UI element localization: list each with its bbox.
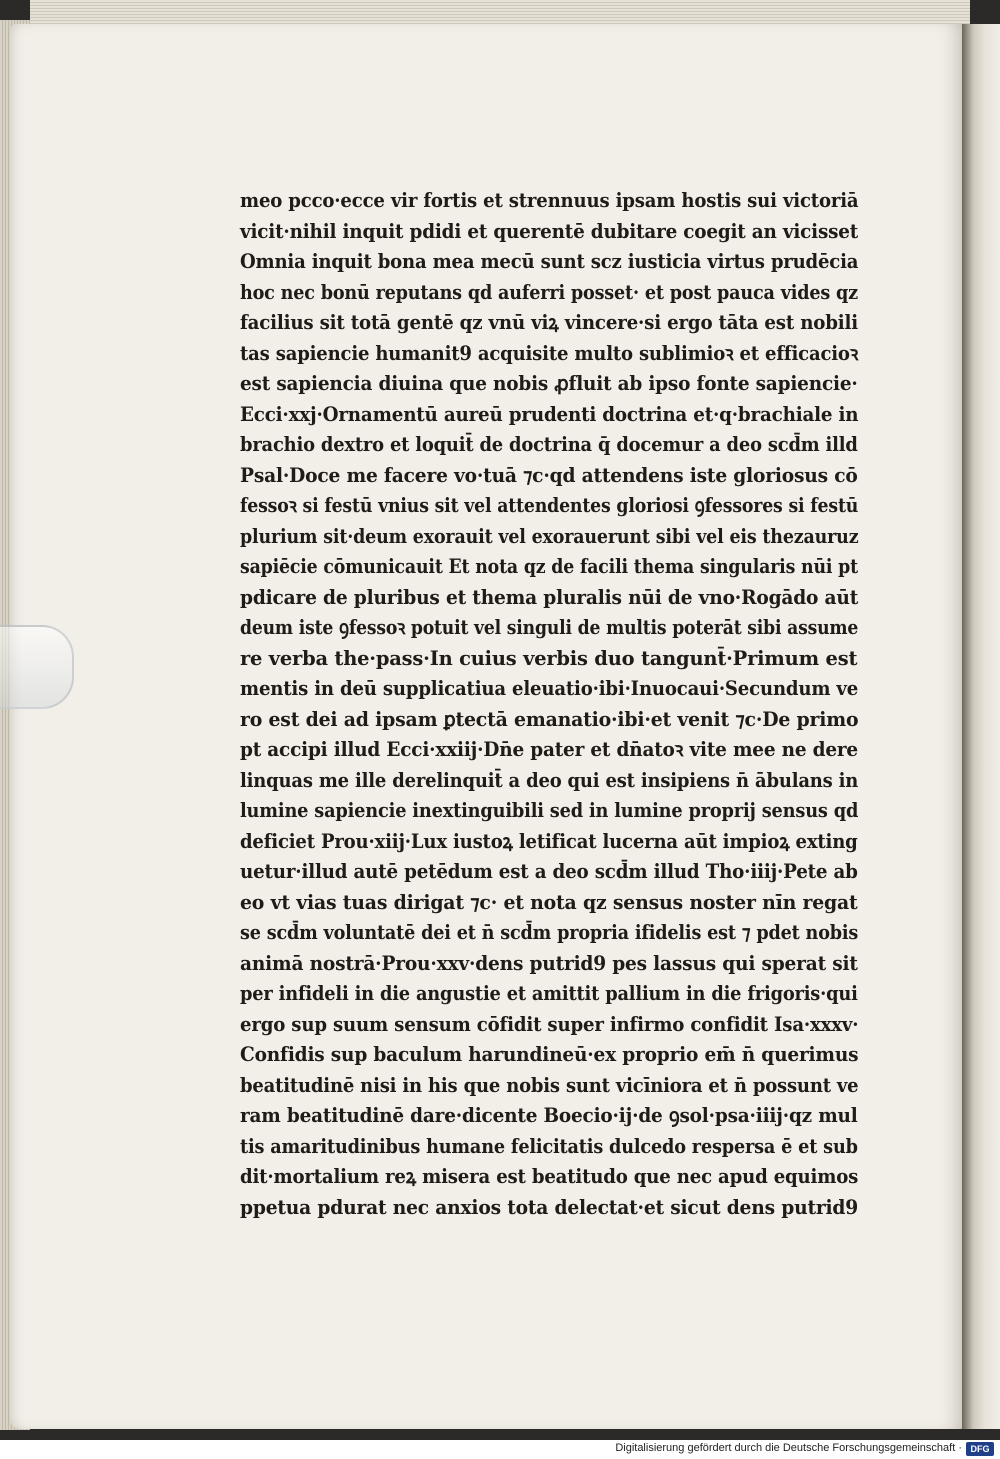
text-line: tas sapiencie humanit9 acquisite multo sublimioꝛ et efficacioꝛ — [240, 341, 859, 365]
text-line: brachio dextro et loquit̄ de doctrina q̄ docemur a deo scd̄m illd — [240, 433, 858, 456]
text-line: plurium sit·deum exorauit vel exorauerunt sibi vel eis thezauruz — [240, 524, 859, 548]
text-line: Ecci·xxj·Ornamentū aureū prudenti doctrina et·q·brachiale in — [240, 402, 859, 426]
book-spine — [962, 24, 1000, 1429]
text-line: re verba the·pass·In cuius verbis duo tangunt̄·Primum est — [240, 646, 858, 670]
dfg-logo: DFG — [966, 1442, 994, 1456]
text-line: ro est dei ad ipsam ꝑtectā emanatio·ibi·et venit ⁊c·De primo — [240, 707, 859, 731]
text-line: mentis in deū supplicatiua eleuatio·ibi·Inuocaui·Secundum ve — [240, 677, 859, 700]
footer-bar — [0, 1440, 1000, 1459]
text-line: Omnia inquit bona mea mecū sunt scz iusticia virtus prudēcia — [240, 250, 859, 273]
printed-text-block — [240, 186, 860, 1223]
text-line: Psal·Doce me facere vo·tuā ⁊c·qd attendens iste gloriosus cō — [240, 463, 858, 487]
text-line: ram beatitudinē dare·dicente Boecio·ij·de ꝯsol·psa·iiij·qz mul — [240, 1104, 858, 1127]
text-line: per infideli in die angustie et amittit pallium in die frigoris·qui — [240, 982, 858, 1005]
text-line: vicit·nihil inquit pdidi et querentē dubitare coegit an vicisset — [240, 219, 859, 243]
text-line: se scd̄m voluntatē dei et n̄ scd̄m propria ifidelis est ⁊ pdet nobis — [240, 921, 859, 944]
text-line: dit·mortalium reꝝ misera est beatitudo que nec apud equimos — [240, 1165, 859, 1188]
text-line: tis amaritudinibus humane felicitatis dulcedo respersa ē et sub — [240, 1134, 858, 1158]
text-line: est sapiencia diuina que nobis ꝓfluit ab ipso fonte sapiencie· — [240, 372, 858, 395]
text-line: eo vt vias tuas dirigat ⁊c· et nota qz sensus noster nīn regat — [240, 890, 858, 914]
text-line: uetur·illud autē petēdum est a deo scd̄m illud Tho·iiij·Pete ab — [240, 860, 858, 883]
text-line: linquas me ille derelinquit̄ a deo qui est insipiens n̄ ābulans in — [240, 768, 859, 792]
plastic-clip — [0, 625, 74, 709]
text-line: deum iste ꝯfessoꝛ potuit vel singuli de multis poterāt sibi assume — [240, 616, 859, 639]
text-line: ppetua pdurat nec anxios tota delectat·et sicut dens putrid9 — [240, 1195, 859, 1219]
text-line: deficiet Prou·xiij·Lux iustoꝝ letificat lucerna aūt impioꝝ exting — [240, 829, 858, 853]
text-line: ergo sup suum sensum cōfidit super infirmo confidit Isa·xxxv· — [240, 1012, 859, 1036]
text-line: lumine sapiencie inextinguibili sed in lumine proprij sensus qd — [240, 799, 859, 822]
text-line: pt accipi illud Ecci·xxiij·Dn̄e pater et dn̄atoꝛ vite mee ne dere — [240, 738, 858, 761]
text-line: beatitudinē nisi in his que nobis sunt vicīniora et n̄ possunt ve — [240, 1073, 859, 1097]
text-line: facilius sit totā gentē qz vnū viꝝ vincere·si ergo tāta est nobili — [240, 311, 858, 334]
text-line: pdicare de pluribus et thema pluralis nūi de vno·Rogādo aūt — [240, 585, 859, 609]
text-line: meo pcco·ecce vir fortis et strennuus ipsam hostis sui victoriā — [240, 189, 859, 212]
top-page-edges — [30, 0, 970, 26]
footer-credit: Digitalisierung gefördert durch die Deutsche Forschungsgemeinschaft · — [615, 1442, 962, 1454]
text-line: animā nostrā·Prou·xxv·dens putrid9 pes lassus qui sperat sit — [240, 951, 858, 975]
text-line: sapiēcie cōmunicauit Et nota qz de facili thema singularis nūi pt — [240, 555, 858, 578]
text-line: Confidis sup baculum harundineū·ex proprio em̄ n̄ querimus — [240, 1043, 859, 1066]
text-line: fessoꝛ si festū vnius sit vel attendentes gloriosi ꝯfessores si festū — [240, 494, 859, 517]
text-line: hoc nec bonū reputans qd auferri posset· et post pauca vides qz — [240, 280, 858, 304]
